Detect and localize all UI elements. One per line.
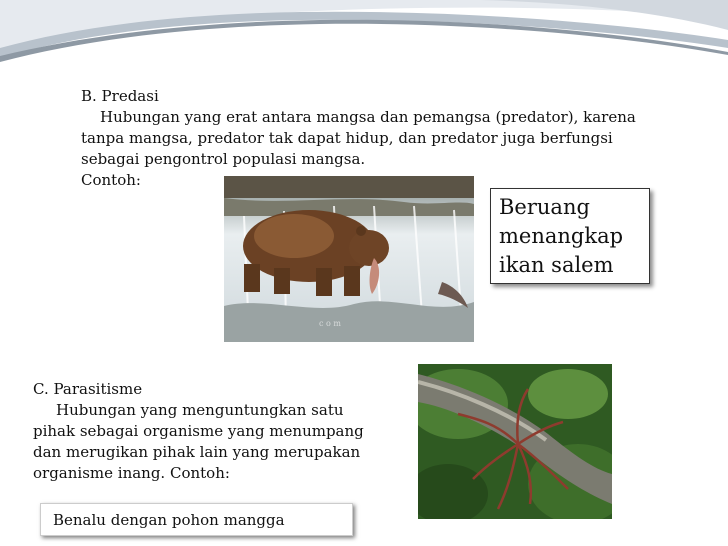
bear-caption-callout — [490, 188, 650, 284]
photo-watermark: c o m — [319, 319, 341, 328]
parasite-caption-text: Benalu dengan pohon mangga — [53, 511, 285, 529]
predasi-paragraph-line-2: tanpa mangsa, predator tak dapat hidup, dan predator juga berfungsi — [81, 129, 613, 147]
predasi-heading: B. Predasi — [81, 87, 159, 105]
parasite-caption-callout — [40, 503, 353, 536]
bear-salmon-photo — [224, 176, 474, 342]
bear-caption-line-1: Beruang — [499, 195, 590, 219]
predasi-paragraph-line-3: sebagai pengontrol populasi mangsa. — [81, 150, 366, 168]
predasi-example-label: Contoh: — [81, 171, 141, 189]
parasitisme-paragraph-line-2: pihak sebagai organisme yang menumpang — [33, 422, 364, 440]
bear-caption-line-3: ikan salem — [499, 253, 614, 277]
header-swoosh-decoration — [0, 0, 728, 80]
parasite-plant-photo — [418, 364, 612, 519]
parasitisme-paragraph-line-3: dan merugikan pihak lain yang merupakan — [33, 443, 361, 461]
parasitisme-paragraph-line-4: organisme inang. Contoh: — [33, 464, 230, 482]
predasi-paragraph-line-1: Hubungan yang erat antara mangsa dan pemangsa (predator), karena — [100, 108, 636, 126]
parasitisme-paragraph-line-1: Hubungan yang menguntungkan satu — [56, 401, 344, 419]
bear-caption-line-2: menangkap — [499, 224, 624, 248]
parasitisme-heading: C. Parasitisme — [33, 380, 143, 398]
